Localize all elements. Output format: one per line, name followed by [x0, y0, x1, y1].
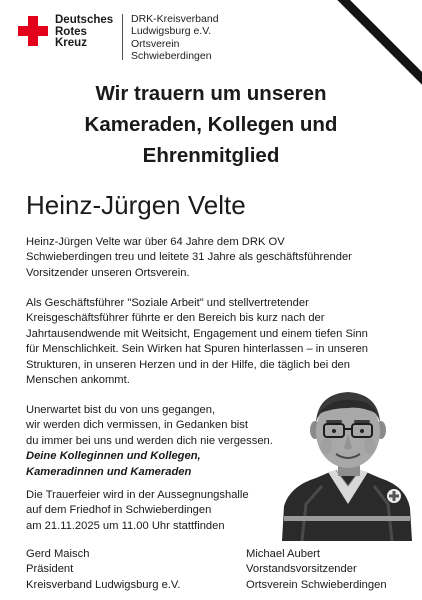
association-line: Ludwigsburg e.V. [131, 24, 212, 37]
org-name-line: Deutsches [55, 14, 114, 26]
org-name-line: Rotes [55, 25, 87, 38]
text-line: Schwieberdingen treu und leitete 31 Jahre als geschäftsführender [26, 251, 352, 264]
signatory-title: Vorstandsvorsitzender [246, 563, 357, 576]
branch-line: Schwieberdingen [131, 49, 212, 62]
deceased-name: Heinz-Jürgen Velte [26, 190, 246, 220]
headline-line: Wir trauern um unseren [95, 82, 327, 105]
poem-line: Unerwartet bist du von uns gegangen, [26, 404, 216, 416]
text-line: Menschen ankommt. [26, 374, 130, 387]
signatory-name: Michael Aubert [246, 548, 321, 560]
signatory-org: Ortsverein Schwieberdingen [246, 578, 387, 591]
poem-line: wir werden dich vermissen, in Gedanken bist [26, 419, 248, 432]
headline-line: Kameraden, Kollegen und [84, 113, 338, 136]
poem-line: du immer bei uns und werden dich nie vergessen. [26, 434, 273, 447]
org-name-line: Kreuz [55, 37, 87, 49]
from-line: Deine Kolleginnen und Kollegen, [26, 450, 201, 463]
header-divider [122, 14, 123, 60]
funeral-info [26, 488, 249, 534]
headline-line: Ehrenmitglied [142, 144, 280, 167]
from-line: Kameradinnen und Kameraden [26, 465, 192, 478]
biography-paragraph [26, 235, 352, 281]
text-line: Heinz-Jürgen Velte war über 64 Jahre dem DRK OV [26, 236, 285, 248]
org-subtitle [131, 14, 219, 62]
portrait-photo [282, 386, 412, 541]
signatory-name: Gerd Maisch [26, 548, 90, 560]
headline [30, 78, 392, 171]
org-name [55, 15, 113, 50]
red-cross-icon [18, 16, 48, 46]
association-line: DRK-Kreisverband [131, 13, 219, 25]
text-line: Vorsitzender unseren Ortsverein. [26, 266, 190, 279]
signatory-title: Präsident [26, 563, 74, 576]
text-line: auf dem Friedhof in Schwieberdingen [26, 504, 212, 517]
signature-right [246, 547, 387, 593]
text-line: Strukturen, in unseren Herzen und in der Hilfe, die täglich bei den [26, 358, 351, 371]
text-line: Die Trauerfeier wird in der Aussegnungshalle [26, 489, 249, 501]
text-line: am 21.11.2025 um 11.00 Uhr stattfinden [26, 519, 225, 532]
text-line: für Menschlichkeit. Sein Wirken hat Spuren hinterlassen – in unseren [26, 343, 369, 356]
text-line: Kreisgeschäftsführer führte er den Bereich bis kurz nach der [26, 312, 325, 325]
header [18, 12, 318, 62]
career-paragraph [26, 296, 368, 388]
signature-left [26, 547, 180, 593]
farewell-paragraph [26, 403, 273, 480]
text-line: Als Geschäftsführer "Soziale Arbeit" und stellvertretender [26, 297, 309, 309]
branch-line: Ortsverein [131, 38, 180, 50]
signatory-org: Kreisverband Ludwigsburg e.V. [26, 578, 181, 591]
text-line: Jahrtausendwende mit Weitsicht, Engagement und einem tiefen Sinn [26, 327, 368, 340]
